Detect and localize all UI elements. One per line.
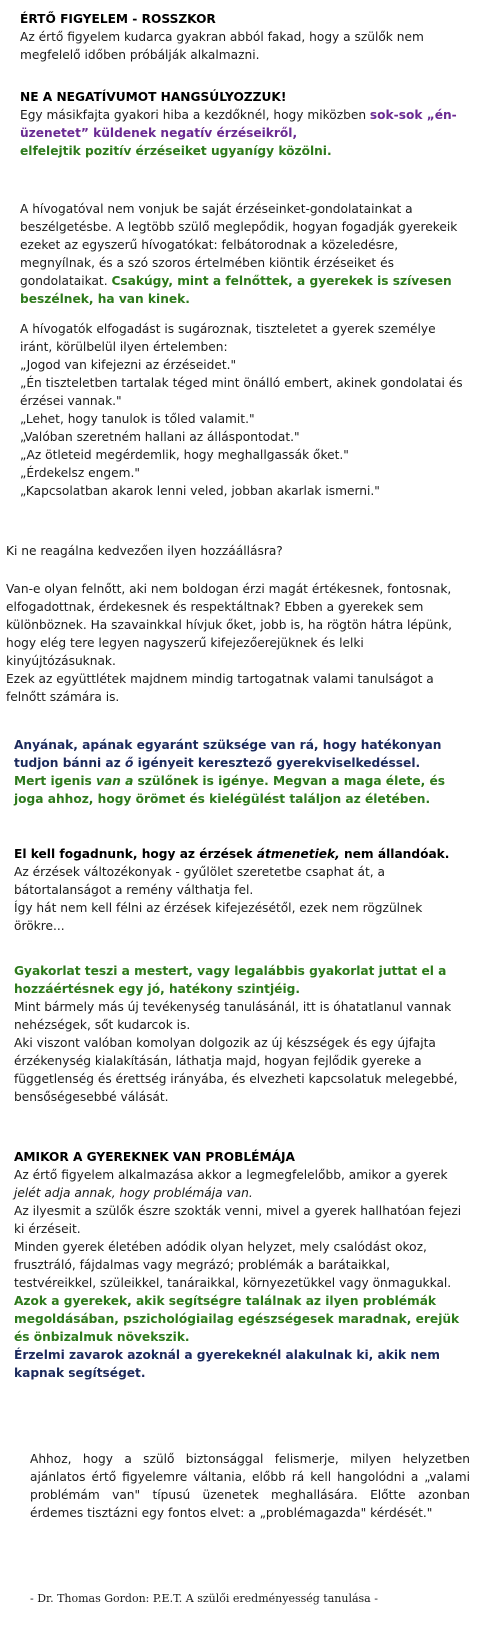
text-anyanak-b: igényeit keresztező gyerekviselkedéssel. — [133, 756, 421, 770]
paragraph-elfogadas-intro: A hívogatók elfogadást is sugároznak, tiszteletet a gyerek személye iránt, körülbelül ilyen értelemben: — [20, 322, 436, 354]
text-erzelmi-zavarok: Érzelmi zavarok azoknál a gyerekeknél alakulnak ki, akik nem kapnak segítséget. — [14, 1348, 441, 1380]
heading-erzesek-a: El kell fogadnunk, hogy az érzések — [14, 847, 257, 861]
heading-negativum: NE A NEGATÍVUMOT HANGSÚLYOZZUK! — [20, 90, 287, 104]
paragraph-felnott: Van-e olyan felnőtt, aki nem boldogan érzi magát értékesnek, fontosnak, elfogadottnak, érdekesnek és respektáltnak? Ebben a gyerekek sem különböznek. Ha szavainkkal hívjuk őket, jobb is, ha rögtön hátra lépünk, hogy elég tere legyen nagyszerű kifejezőerejüknek és lelki kinyújtózásuknak. — [6, 582, 453, 668]
section-erto-figyelem-rosszkor — [20, 10, 470, 64]
section-kerdes — [6, 542, 456, 560]
section-felnott — [6, 580, 468, 706]
question-text: Ki ne reagálna kedvezően ilyen hozzáállásra? — [6, 544, 283, 558]
text-mert-igenis-b: szülőnek is igénye. Megvan a maga élete, és joga ahhoz, hogy örömet és kielégülést találjon az életében. — [14, 774, 446, 806]
text-segitseg: Azok a gyerekek, akik segítségre találnak az ilyen problémák megoldásában, pszichológiailag egészségesek maradnak, erejük és önbizalmuk növekszik. — [14, 1294, 460, 1344]
text-en-uzenetek: sok-sok „én-üzenetet” küldenek negatív érzéseikről, — [20, 108, 457, 140]
quote-3: „Lehet, hogy tanulok is tőled valamit." — [20, 412, 255, 426]
paragraph-nem-rogzulnek: Így hát nem kell félni az érzések kifejezésétől, ezek nem rögzülnek örökre... — [14, 901, 423, 933]
paragraph-egyuttletek: Ezek az együttlétek majdnem mindig tartogatnak valami tanulságot a felnőtt számára is. — [6, 672, 434, 704]
paragraph-minden-gyerek: Minden gyerek életében adódik olyan helyzet, mely csalódást okoz, frusztráló, fájdalmas vagy megrázó; problémák a barátaikkal, testvéreikkel, szüleikkel, tanáraikkal, környezetükkel vagy önmagukkal. — [14, 1240, 452, 1290]
paragraph-negativum — [20, 106, 470, 160]
text-csakugy: Csakúgy, mint a felnőttek, a gyerekek is szívesen beszélnek, ha van kinek. — [20, 274, 452, 306]
quote-6: „Érdekelsz engem." — [20, 466, 140, 480]
paragraph-uj-keszsegek: Aki viszont valóban komolyan dolgozik az új készségek és egy újfajta érzékenység kialakításán, láthatja majd, hogyan fejlődik gyereke a függetlenség és érettség irányába, és elvezheti kapcsolatuk melegebbé, bensőségesebbé válását. — [14, 1036, 458, 1104]
heading-gyerek-problemaja: AMIKOR A GYEREKNEK VAN PROBLÉMÁJA — [14, 1150, 295, 1164]
quote-1: „Jogod van kifejezni az érzéseidet." — [20, 358, 237, 372]
section-problemagazda — [30, 1450, 470, 1522]
text-mert-igenis-a: Mert igenis — [14, 774, 96, 788]
quote-2: „Én tiszteletben tartalak téged mint önálló embert, akinek gondolatai és érzései vannak." — [20, 376, 463, 408]
text-anyanak-em: ő — [124, 756, 134, 770]
heading-erto-figyelem-rosszkor: ÉRTŐ FIGYELEM - ROSSZKOR — [20, 12, 216, 26]
section-elfogadas — [20, 320, 470, 500]
text-mert-igenis-em: van a — [96, 774, 134, 788]
heading-erzesek-b: nem állandóak. — [339, 847, 450, 861]
text-legmegfelelobb-em: jelét adja annak, hogy problémája van. — [14, 1186, 253, 1200]
heading-erzesek-atmenetiek — [14, 845, 469, 863]
text-negativum-intro: Egy másikfajta gyakori hiba a kezdőknél, hogy miközben — [20, 108, 370, 122]
paragraph-problemagazda: Ahhoz, hogy a szülő biztonsággal felismerje, milyen helyzetben ajánlatos értő figyelemre váltania, előbb rá kell hangolódni a „valami problémám van" típusú üzenetek meghallására. Előtte azonban érdemes tisztázni egy fontos elvet: a „problémagazda" kérdését." — [30, 1452, 470, 1520]
text-anyanak-a: Anyának, apának egyaránt szüksége van rá, hogy hatékonyan tudjon bánni az — [14, 738, 442, 770]
section-gyakorlat — [14, 962, 469, 1106]
section-negativum — [20, 88, 470, 160]
text-hivogato: A hívogatóval nem vonjuk be saját érzéseinket-gondolatainkat a beszélgetésbe. A legtöbb szülő meglepődik, hogyan fogadják gyerekeik ezeket az egyszerű hívogatókat: felbátorodnak a közeledésre, megnyílnak, és a szó szoros értelmében kiöntik érzéseiket és gondolataikat. — [20, 202, 458, 288]
paragraph-legmegfelelobb — [14, 1166, 469, 1202]
paragraph-eszre-veszik: Az ilyesmit a szülők észre szokták venni, mivel a gyerek hallhatóan fejezi ki érzéseit. — [14, 1204, 462, 1236]
section-erzesek-atmenetiek — [14, 845, 469, 935]
source-citation: - Dr. Thomas Gordon: P.E.T. A szülői eredményesség tanulása - — [30, 1592, 378, 1605]
quote-7: „Kapcsolatban akarok lenni veled, jobban akarlak ismerni." — [20, 484, 380, 498]
section-gyerek-problemaja — [14, 1148, 469, 1382]
heading-erzesek-em: átmenetiek, — [256, 847, 340, 861]
paragraph-hivogato — [20, 200, 470, 308]
section-szulo-igenye — [14, 736, 469, 808]
text-legmegfelelobb-a: Az értő figyelem alkalmazása akkor a legmegfelelőbb, amikor a gyerek — [14, 1168, 448, 1182]
paragraph-rosszkor: Az értő figyelem kudarca gyakran abból fakad, hogy a szülők nem megfelelő időben próbálják alkalmazni. — [20, 30, 424, 62]
text-mert-igenis — [14, 772, 469, 808]
quote-4: „Valóban szeretném hallani az álláspontodat." — [20, 430, 300, 444]
text-gyakorlat-mester: Gyakorlat teszi a mestert, vagy legalábbis gyakorlat juttat el a hozzáértésnek egy jó, hatékony szintjéig. — [14, 964, 447, 996]
text-anyanak-apanak — [14, 736, 469, 772]
text-pozitiv-erzesek: elfelejtik pozitív érzéseiket ugyanígy közölni. — [20, 144, 332, 158]
section-hivogato — [20, 200, 470, 308]
quote-5: „Az ötleteid megérdemlik, hogy meghallgassák őket." — [20, 448, 349, 462]
paragraph-valtozekony: Az érzések változékonyak - gyűlölet szeretetbe csaphat át, a bátortalanságot a remény válthatja fel. — [14, 865, 385, 897]
paragraph-nehezsegek: Mint bármely más új tevékenység tanulásánál, itt is óhatatlanul vannak nehézségek, sőt kudarcok is. — [14, 1000, 452, 1032]
